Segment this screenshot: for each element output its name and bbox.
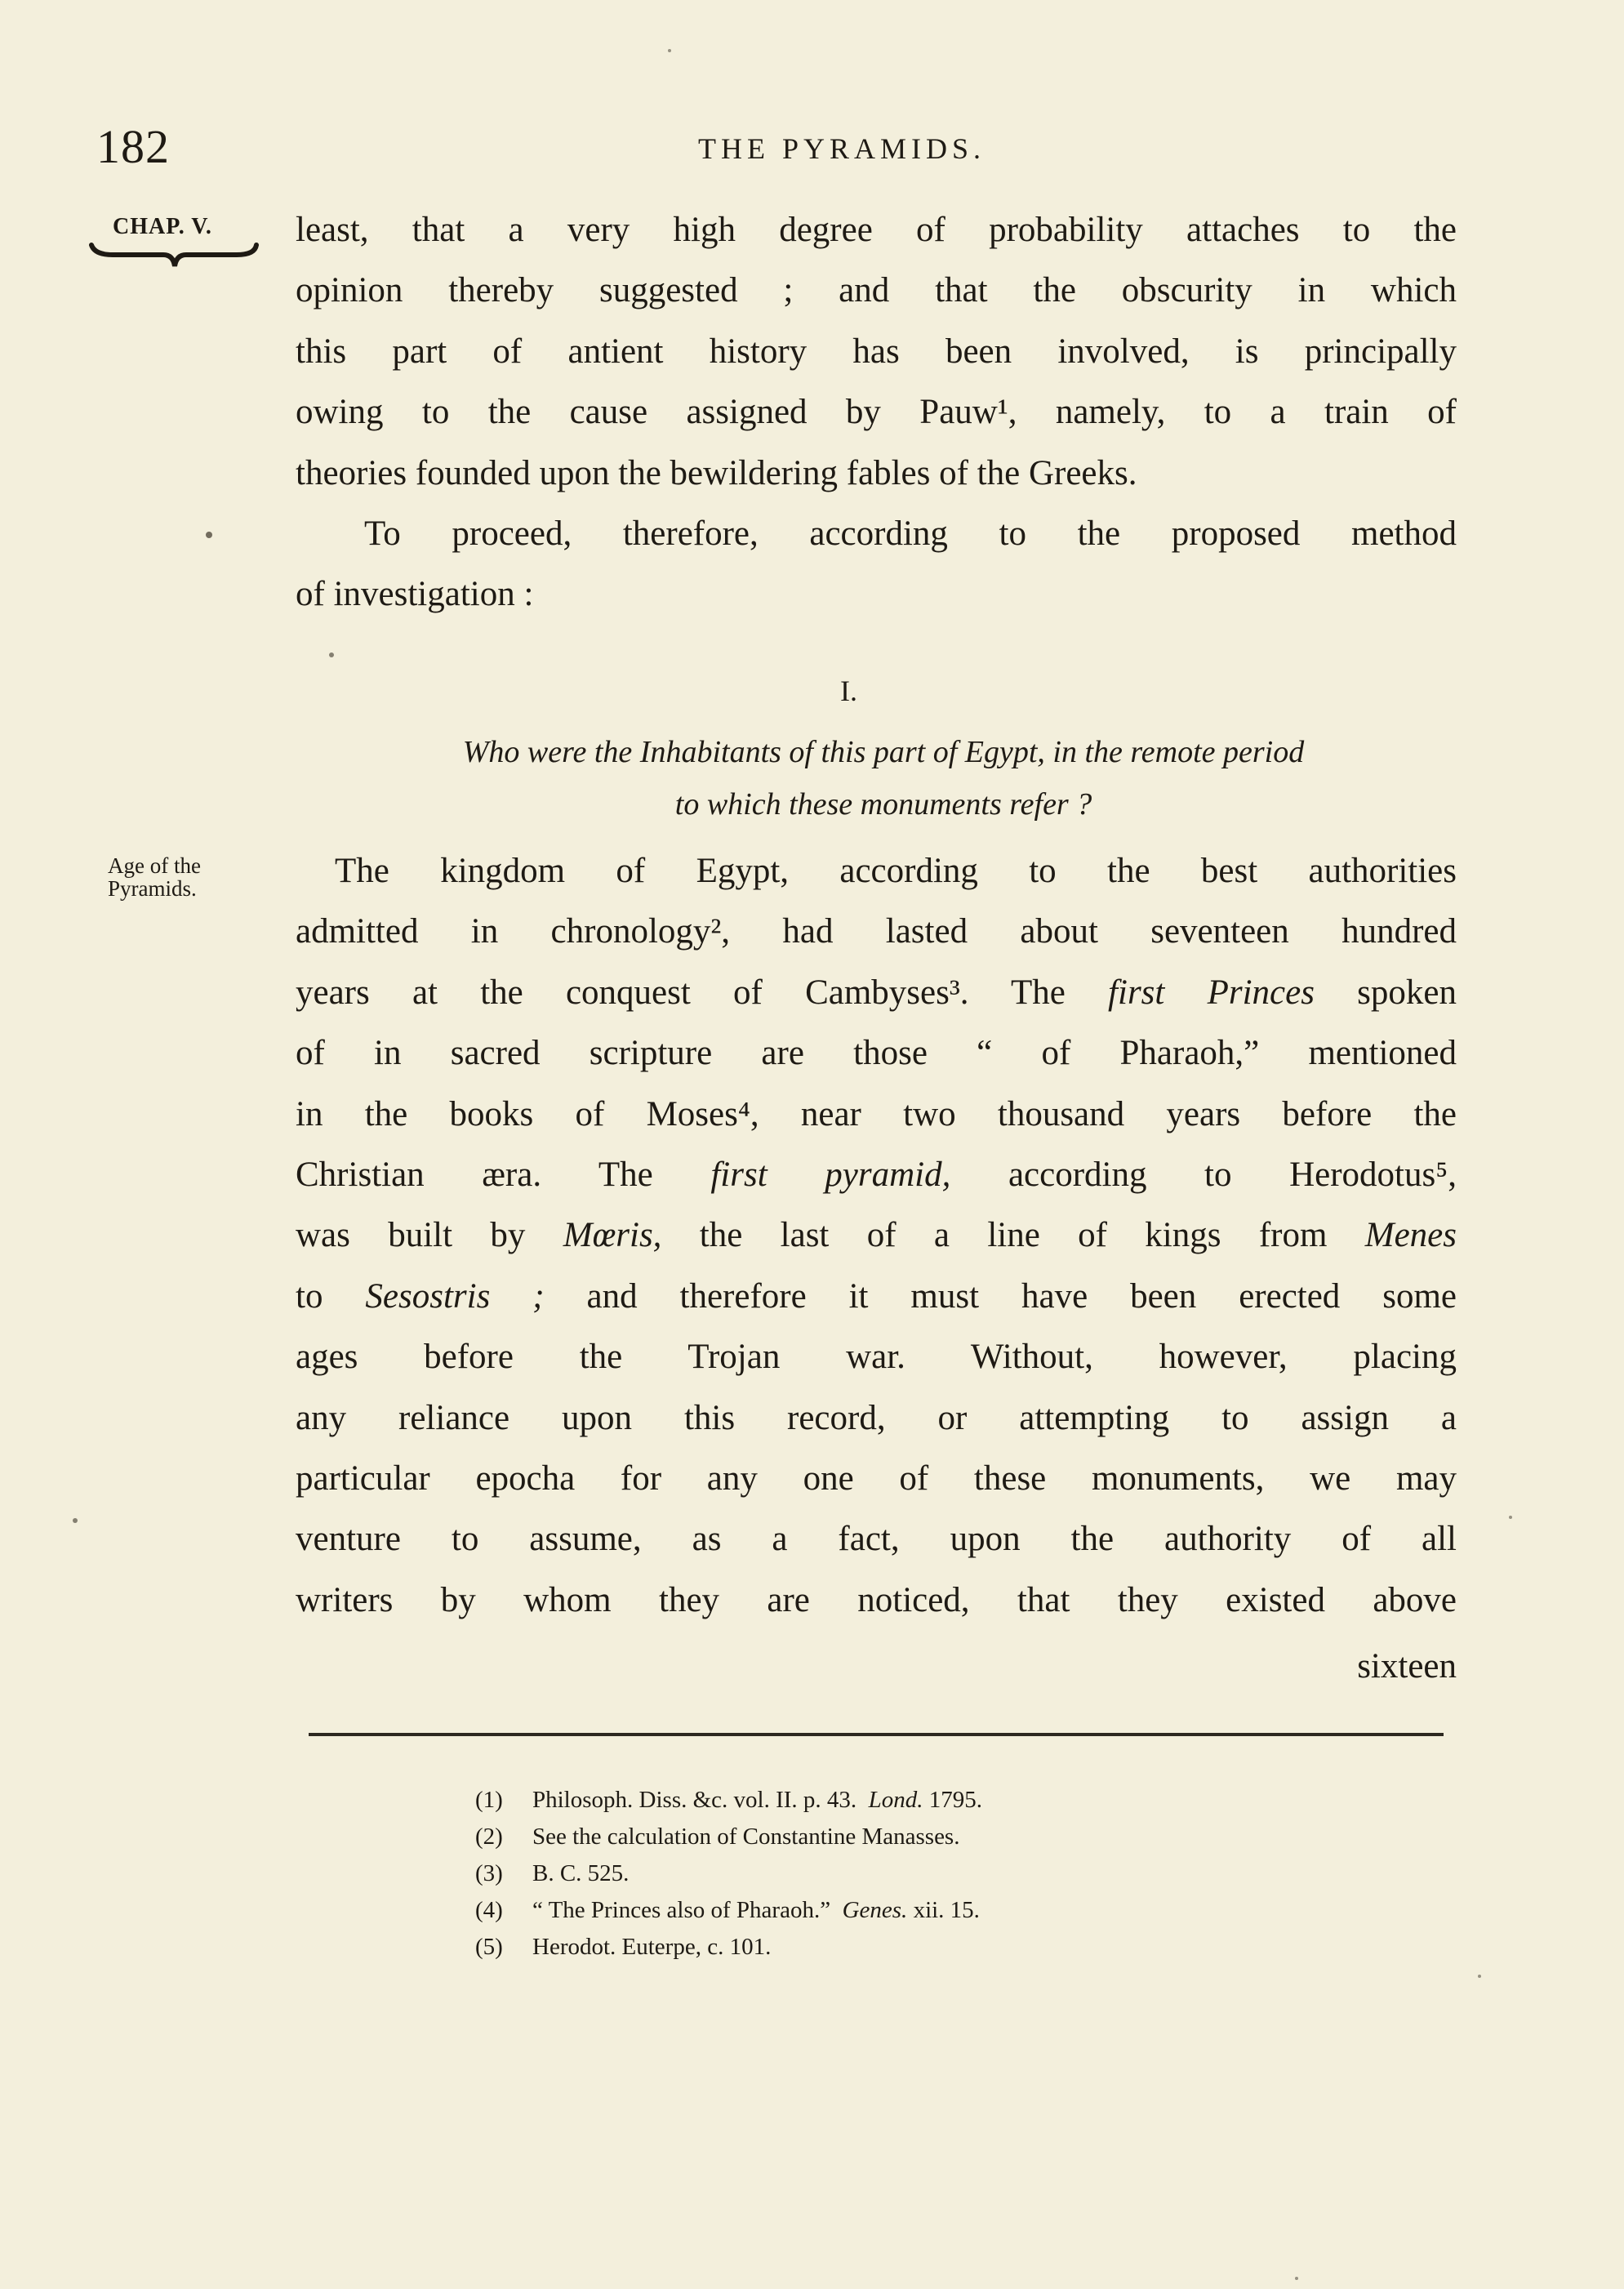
text-run: in the books of Moses⁴, near two thousand years before the <box>296 1094 1457 1133</box>
catchword: sixteen <box>1357 1647 1457 1686</box>
text-run: according to Herodotus⁵, <box>950 1155 1457 1194</box>
text-line <box>296 1327 1457 1387</box>
opening-paragraphs <box>296 200 1457 626</box>
text-run: the last of a line of kings from <box>661 1216 1365 1255</box>
text-line: of investigation : <box>296 575 534 614</box>
footnote-marker: (1) <box>475 1787 503 1813</box>
footnote-text: B. C. 525. <box>532 1860 630 1886</box>
footnote-italic: Genes. <box>842 1897 908 1923</box>
footnote-text: Philosoph. Diss. &c. vol. II. p. 43. <box>532 1787 857 1813</box>
footnote-marker: (4) <box>475 1897 503 1923</box>
section-heading-line: Who were the Inhabitants of this part of Egypt, in the remote period <box>462 735 1305 769</box>
footnote-marker: (2) <box>475 1824 503 1850</box>
italic-phrase: first Princes <box>1108 973 1315 1012</box>
text-line <box>296 1023 1457 1084</box>
text-line: owing to the cause assigned by Pauw¹, namely, to a train of <box>296 393 1457 432</box>
section-number: I. <box>840 675 857 707</box>
text-line <box>296 1509 1457 1570</box>
footnote-rule <box>309 1733 1444 1736</box>
text-line <box>296 902 1457 962</box>
page-number: 182 <box>96 120 170 173</box>
text-run: writers by whom they are noticed, that they existed above <box>296 1580 1457 1619</box>
chapter-brace-ornament <box>88 242 260 269</box>
footnote <box>475 1782 1471 1819</box>
text-line <box>296 1145 1457 1205</box>
footnote-text: Herodot. Euterpe, c. 101. <box>532 1934 772 1960</box>
text-run: ages before the Trojan war. Without, however, placing <box>296 1338 1457 1377</box>
text-line <box>296 841 1457 902</box>
text-run: Christian æra. The <box>296 1155 711 1194</box>
text-run: of in sacred scripture are those “ of Pharaoh,” mentioned <box>296 1034 1457 1073</box>
running-title: THE PYRAMIDS. <box>698 132 986 165</box>
section-heading <box>310 726 1457 831</box>
text-line <box>296 1205 1457 1266</box>
text-line <box>296 1084 1457 1145</box>
footnote-tail: 1795. <box>928 1787 983 1813</box>
text-line <box>296 1449 1457 1509</box>
text-run: spoken <box>1314 973 1457 1012</box>
text-run: to <box>296 1276 366 1316</box>
text-run: The kingdom of Egypt, according to the best authorities <box>335 852 1457 890</box>
text-line: To proceed, therefore, according to the proposed method <box>364 514 1457 553</box>
footnote <box>475 1892 1471 1929</box>
text-run: years at the conquest of Cambyses³. The <box>296 973 1109 1012</box>
italic-phrase: Mœris, <box>563 1216 662 1255</box>
text-line <box>296 1267 1457 1327</box>
text-run: and therefore it must have been erected some <box>544 1276 1457 1316</box>
italic-phrase: Sesostris ; <box>365 1276 545 1316</box>
italic-phrase: Menes <box>1364 1216 1457 1255</box>
marginal-note <box>108 854 238 900</box>
footnote-marker: (5) <box>475 1934 503 1960</box>
footnote-text: See the calculation of Constantine Manasses. <box>532 1824 960 1850</box>
italic-phrase: first pyramid, <box>710 1155 951 1194</box>
text-run: particular epocha for any one of these monuments, we may <box>296 1458 1457 1498</box>
text-line: this part of antient history has been involved, is principally <box>296 332 1457 371</box>
footnote-tail: xii. 15. <box>913 1897 980 1923</box>
text-line <box>296 1388 1457 1449</box>
footnote <box>475 1819 1471 1855</box>
footnotes <box>475 1782 1471 1966</box>
footnote-marker: (3) <box>475 1860 503 1886</box>
marginal-note-line: Pyramids. <box>108 876 197 901</box>
footnote <box>475 1929 1471 1966</box>
text-run: venture to assume, as a fact, upon the authority of all <box>296 1520 1457 1559</box>
text-line: opinion thereby suggested ; and that the obscurity in which <box>296 271 1457 310</box>
main-paragraph <box>296 841 1457 1631</box>
text-line: least, that a very high degree of probability attaches to the <box>296 211 1457 249</box>
footnote-italic: Lond. <box>868 1787 923 1813</box>
chapter-label: CHAP. V. <box>113 214 212 239</box>
text-line <box>296 963 1457 1023</box>
text-run: any reliance upon this record, or attempting to assign a <box>296 1398 1457 1437</box>
marginal-note-line: Age of the <box>108 853 201 878</box>
text-run: was built by <box>296 1216 563 1255</box>
footnote <box>475 1855 1471 1892</box>
section-heading-line: to which these monuments refer ? <box>674 787 1092 822</box>
text-line: theories founded upon the bewildering fables of the Greeks. <box>296 453 1137 492</box>
text-line <box>296 1570 1457 1631</box>
footnote-text: “ The Princes also of Pharaoh.” <box>532 1897 831 1923</box>
text-run: admitted in chronology², had lasted about seventeen hundred <box>296 912 1457 951</box>
